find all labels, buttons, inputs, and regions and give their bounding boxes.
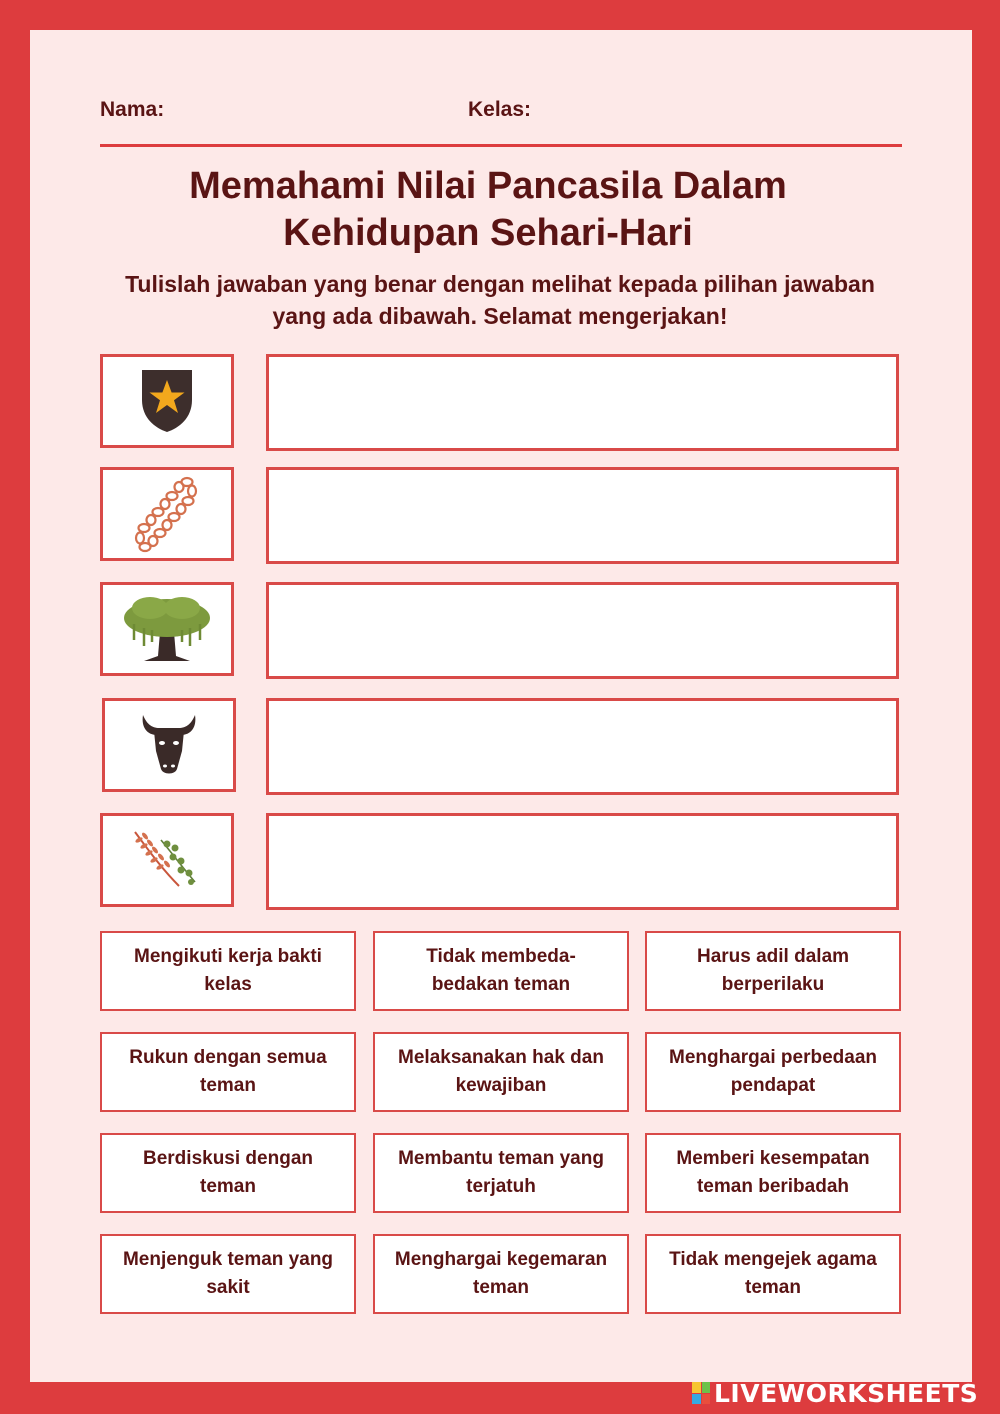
symbol-box-1 xyxy=(100,354,234,448)
answer-box-5[interactable] xyxy=(266,813,899,910)
instruction-text: Tulislah jawaban yang benar dengan melihat kepada pilihan jawaban yang ada dibawah. Selamat mengerjakan! xyxy=(125,271,875,329)
symbol-box-2 xyxy=(100,467,234,561)
choice-card-8[interactable]: Membantu teman yang terjatuh xyxy=(373,1133,629,1213)
bull-head-icon xyxy=(139,711,199,779)
answer-box-4[interactable] xyxy=(266,698,899,795)
symbol-box-4 xyxy=(102,698,236,792)
worksheet-title: Memahami Nilai Pancasila Dalam Kehidupan Sehari-Hari xyxy=(189,165,787,254)
chain-icon xyxy=(132,474,202,554)
choice-card-10[interactable]: Menjenguk teman yang sakit xyxy=(100,1234,356,1314)
header-divider xyxy=(100,144,902,147)
choice-card-7[interactable]: Berdiskusi dengan teman xyxy=(100,1133,356,1213)
choice-card-3[interactable]: Harus adil dalam berperilaku xyxy=(645,931,901,1011)
answer-box-3[interactable] xyxy=(266,582,899,679)
symbol-box-3 xyxy=(100,582,234,676)
choice-card-1[interactable]: Mengikuti kerja bakti kelas xyxy=(100,931,356,1011)
choice-card-12[interactable]: Tidak mengejek agama teman xyxy=(645,1234,901,1314)
choice-card-2[interactable]: Tidak membeda-bedakan teman xyxy=(373,931,629,1011)
choice-card-6[interactable]: Menghargai perbedaan pendapat xyxy=(645,1032,901,1112)
name-label: Nama: xyxy=(100,98,165,121)
rice-cotton-icon xyxy=(131,828,203,892)
liveworksheets-watermark xyxy=(692,1378,978,1408)
answer-box-2[interactable] xyxy=(266,467,899,564)
star-shield-icon xyxy=(139,368,195,434)
symbol-box-5 xyxy=(100,813,234,907)
answer-box-1[interactable] xyxy=(266,354,899,451)
choice-card-4[interactable]: Rukun dengan semua teman xyxy=(100,1032,356,1112)
choice-card-5[interactable]: Melaksanakan hak dan kewajiban xyxy=(373,1032,629,1112)
liveworksheets-logo-icon xyxy=(692,1382,710,1404)
choice-card-11[interactable]: Menghargai kegemaran teman xyxy=(373,1234,629,1314)
class-label: Kelas: xyxy=(468,98,532,121)
brand-name: LIVEWORKSHEETS xyxy=(714,1378,979,1408)
banyan-tree-icon xyxy=(122,594,212,664)
choice-card-9[interactable]: Memberi kesempatan teman beribadah xyxy=(645,1133,901,1213)
